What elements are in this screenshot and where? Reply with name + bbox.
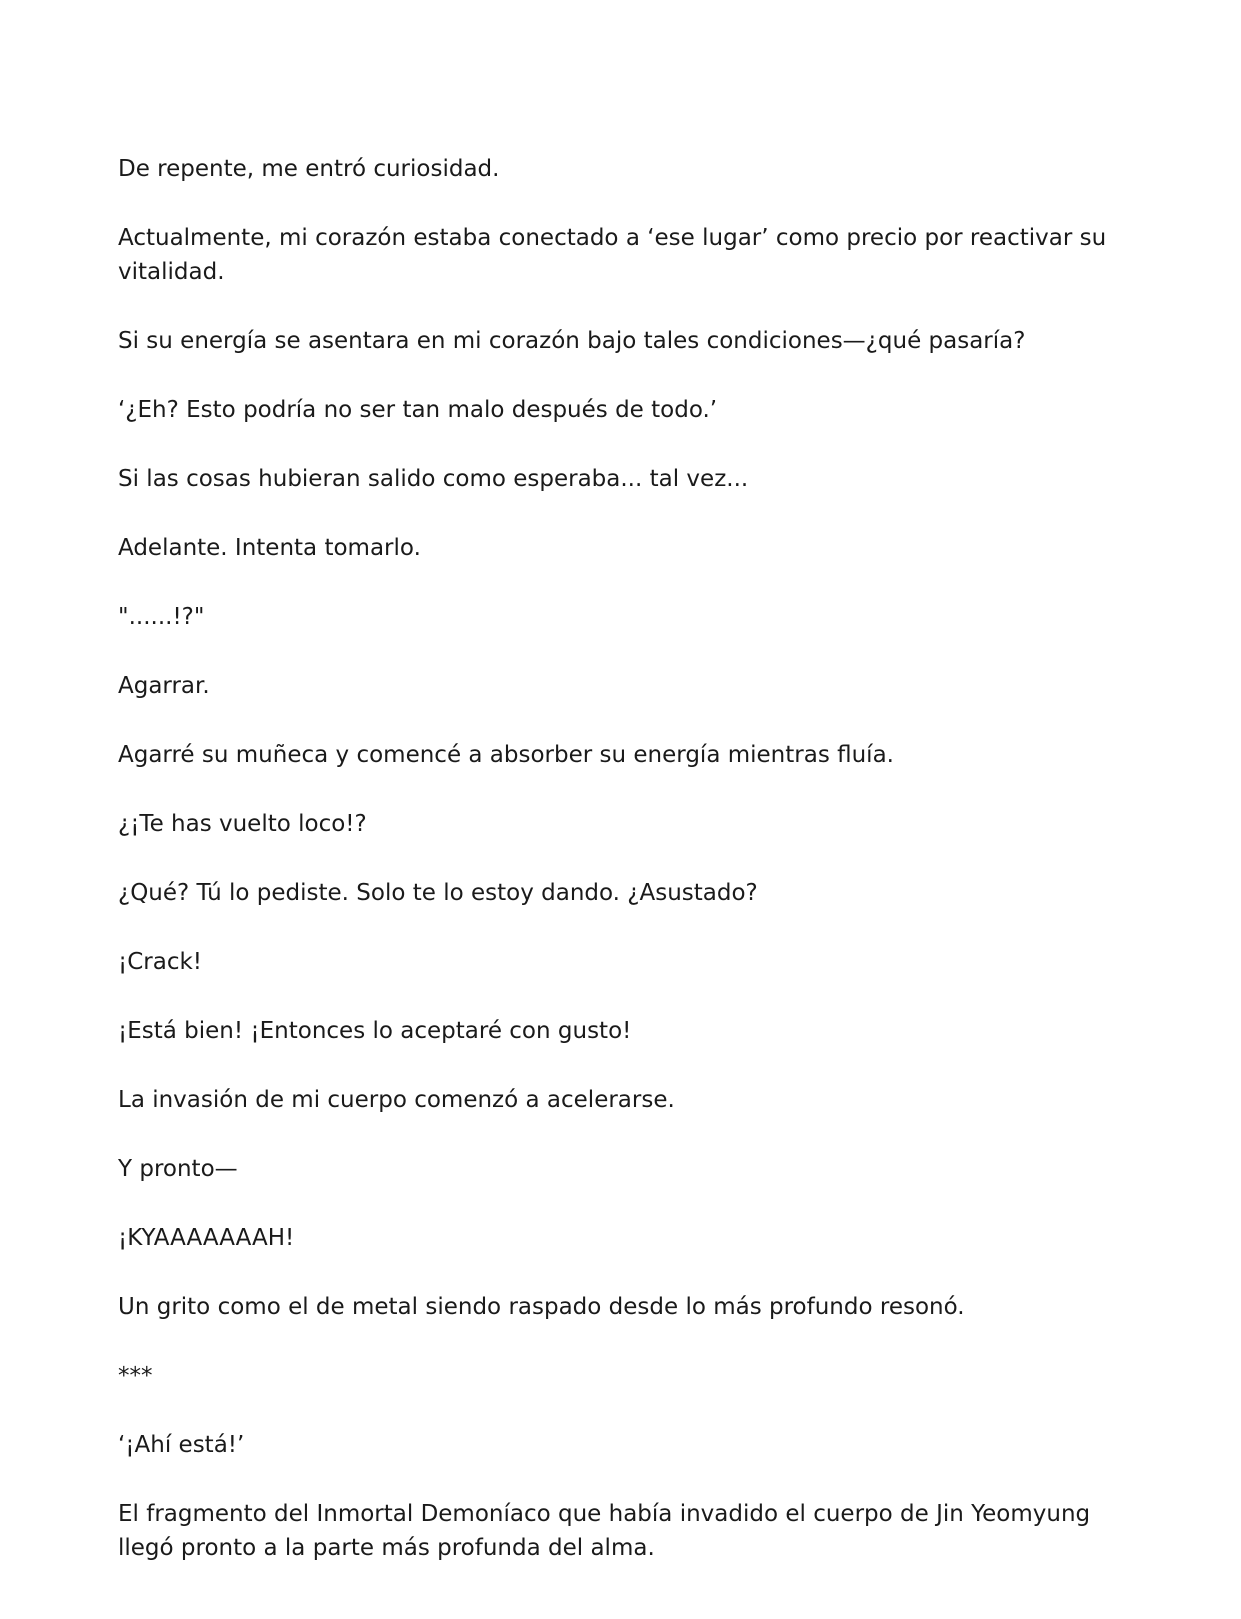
paragraph: ¡KYAAAAAAAH! (118, 1225, 295, 1251)
section-separator: *** (118, 1363, 153, 1389)
paragraph: ‘¡Ahí está!’ (118, 1432, 245, 1458)
paragraph: "......!?" (118, 604, 205, 630)
paragraph: ‘¿Eh? Esto podría no ser tan malo después de todo.’ (118, 397, 718, 423)
paragraph: Un grito como el de metal siendo raspado desde lo más profundo resonó. (118, 1294, 965, 1320)
paragraph: Adelante. Intenta tomarlo. (118, 535, 421, 561)
document-body (118, 152, 1128, 1600)
paragraph: El fragmento del Inmortal Demoníaco que había invadido el cuerpo de Jin Yeomyung llegó pronto a la parte más profunda del alma. (118, 1501, 1098, 1561)
paragraph: Y pronto— (118, 1156, 238, 1182)
paragraph: ¡Crack! (118, 949, 203, 975)
paragraph: ¡Está bien! ¡Entonces lo aceptaré con gusto! (118, 1018, 632, 1044)
paragraph: De repente, me entró curiosidad. (118, 156, 500, 182)
paragraph: La invasión de mi cuerpo comenzó a acelerarse. (118, 1087, 675, 1113)
paragraph: Agarré su muñeca y comencé a absorber su energía mientras fluía. (118, 742, 894, 768)
paragraph: ¿Qué? Tú lo pediste. Solo te lo estoy dando. ¿Asustado? (118, 880, 758, 906)
paragraph: Si las cosas hubieran salido como esperaba... tal vez... (118, 466, 749, 492)
paragraph: ¿¡Te has vuelto loco!? (118, 811, 367, 837)
paragraph: Actualmente, mi corazón estaba conectado a ‘ese lugar’ como precio por reactivar su vitalidad. (118, 225, 1114, 285)
paragraph: Agarrar. (118, 673, 210, 699)
paragraph: Si su energía se asentara en mi corazón bajo tales condiciones—¿qué pasaría? (118, 328, 1026, 354)
